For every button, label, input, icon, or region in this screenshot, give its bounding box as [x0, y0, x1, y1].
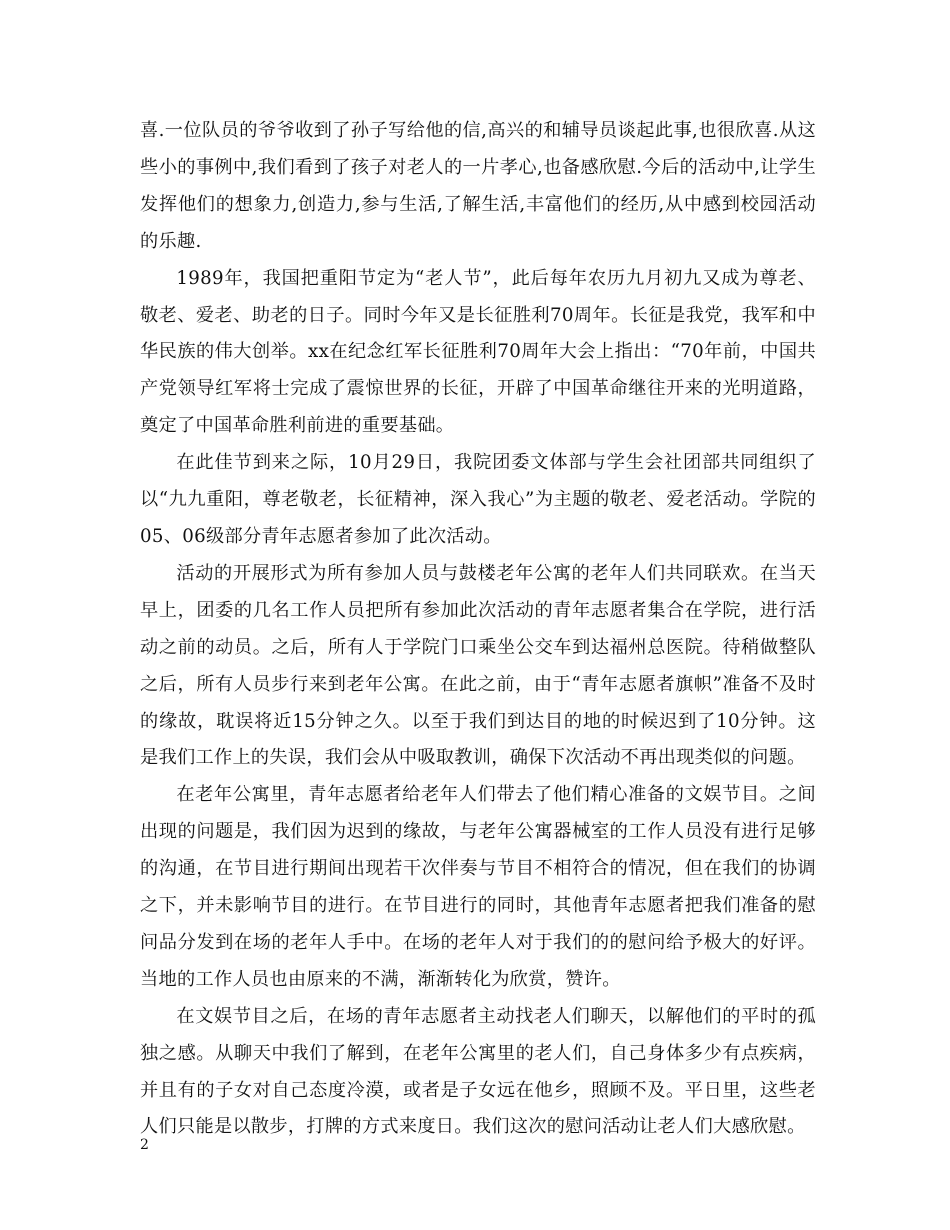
body-text [140, 113, 816, 1146]
paragraph-4: 活动的开展形式为所有参加人员与鼓楼老年公寓的老年人们共同联欢。在当天早上，团委的几名工作人员把所有参加此次活动的青年志愿者集合在学院，进行活动之前的动员。之后，所有人于学院门口乘坐公交车到达福州总医院。待稍做整队之后，所有人员步行来到老年公寓。在此之前，由于“青年志愿者旗帜”准备不及时的缘故，耽误将近15分钟之久。以至于我们到达目的地的时候迟到了10分钟。这是我们工作上的失误，我们会从中吸取教训，确保下次活动不再出现类似的问题。 [140, 562, 816, 769]
paragraph-1: 喜.一位队员的爷爷收到了孙子写给他的信,高兴的和辅导员谈起此事,也很欣喜.从这些小的事例中,我们看到了孩子对老人的一片孝心,也备感欣慰.今后的活动中,让学生发挥他们的想象力,创造力,参与生活,了解生活,丰富他们的经历,从中感到校园活动的乐趣. [140, 120, 816, 252]
paragraph-2: 1989年，我国把重阳节定为“老人节”，此后每年农历九月初九又成为尊老、敬老、爱老、助老的日子。同时今年又是长征胜利70周年。长征是我党，我军和中华民族的伟大创举。xx在纪念红军长征胜利70周年大会上指出：“70年前，中国共产党领导红军将士完成了震惊世界的长征，开辟了中国革命继往开来的光明道路，奠定了中国革命胜利前进的重要基础。 [140, 267, 816, 437]
paragraph-6: 在文娱节目之后，在场的青年志愿者主动找老人们聊天，以解他们的平时的孤独之感。从聊天中我们了解到，在老年公寓里的老人们，自己身体多少有点疾病，并且有的子女对自己态度冷漠，或者是子女远在他乡，照顾不及。平日里，这些老人们只能是以散步，打牌的方式来度日。我们这次的慰问活动让老人们大感欣慰。 [140, 1005, 816, 1138]
paragraph-3: 在此佳节到来之际，10月29日，我院团委文体部与学生会社团部共同组织了以“九九重阳，尊老敬老，长征精神，深入我心”为主题的敬老、爱老活动。学院的05、06级部分青年志愿者参加了此次活动。 [140, 452, 816, 547]
page-number: 2 [140, 1137, 149, 1153]
paragraph-5: 在老年公寓里，青年志愿者给老年人们带去了他们精心准备的文娱节目。之间出现的问题是，我们因为迟到的缘故，与老年公寓器械室的工作人员没有进行足够的沟通，在节目进行期间出现若干次伴奏与节目不相符合的情况，但在我们的协调之下，并未影响节目的进行。在节目进行的同时，其他青年志愿者把我们准备的慰问品分发到在场的老年人手中。在场的老年人对于我们的的慰问给予极大的好评。当地的工作人员也由原来的不满，渐渐转化为欣赏，赞许。 [140, 784, 816, 990]
